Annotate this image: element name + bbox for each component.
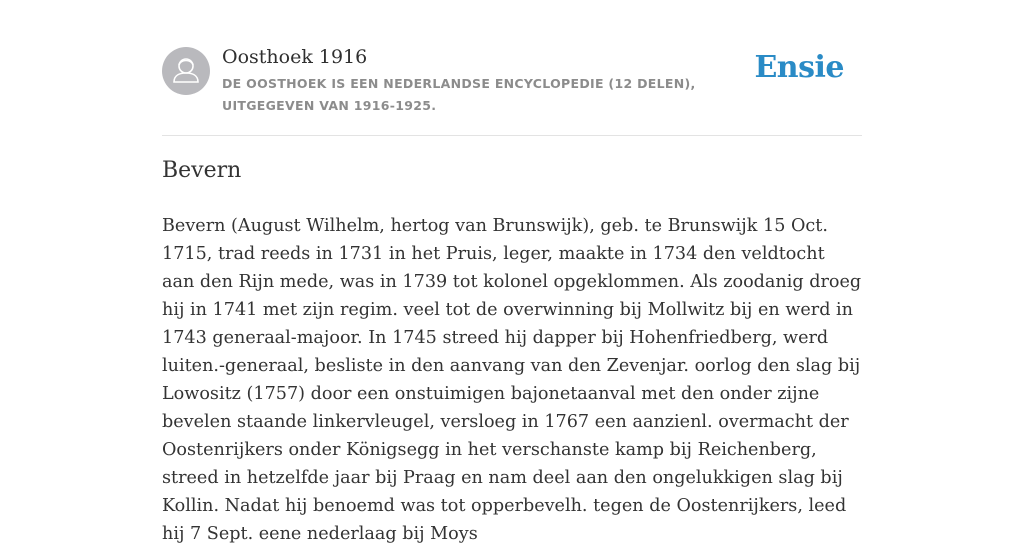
user-silhouette-icon <box>162 47 210 95</box>
source-header <box>162 44 862 136</box>
ensie-logo[interactable]: Ensie <box>754 50 844 85</box>
article-body: Bevern (August Wilhelm, hertog van Brunswijk), geb. te Brunswijk 15 Oct. 1715, trad reeds in 1731 in het Pruis, leger, maakte in 1734 den veldtocht aan den Rijn mede, was in 1739 tot kolonel opgeklommen. Als zoodanig droeg hij in 1741 met zijn regim. veel tot de overwinning bij Mollwitz bij en werd in 1743 generaal-majoor. In 1745 streed hij dapper bij Hohenfriedberg, werd luiten.-generaal, besliste in den aanvang van den Zevenjar. oorlog den slag bij Lowositz (1757) door een onstuimigen bajonetaanval met den onder zijne bevelen staande linkervleugel, versloeg in 1767 een aanzienl. overmacht der Oostenrijkers onder Königsegg in het verschanste kamp bij Reichenberg, streed in hetzelfde jaar bij Praag en nam deel aan den ongelukkigen slag bij Kollin. Nadat hij benoemd was tot opperbevelh. tegen de Oostenrijkers, leed hij 7 Sept. eene nederlaag bij Moys <box>162 216 862 544</box>
article-title: Bevern <box>162 158 242 183</box>
source-title[interactable]: Oosthoek 1916 <box>222 46 368 68</box>
source-description: DE OOSTHOEK IS EEN NEDERLANDSE ENCYCLOPEDIE (12 DELEN), UITGEGEVEN VAN 1916-1925. <box>222 76 696 113</box>
user-icon[interactable] <box>162 47 210 95</box>
